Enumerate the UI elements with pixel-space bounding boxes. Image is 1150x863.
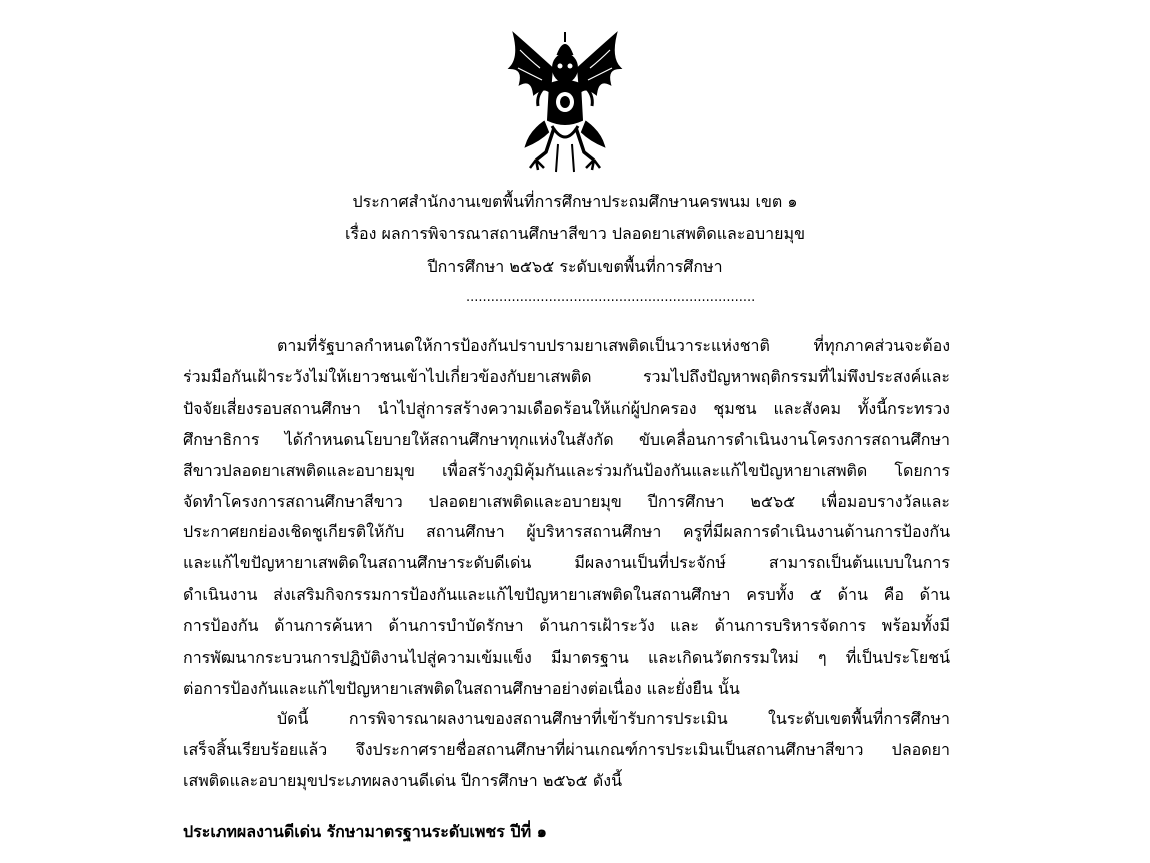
announcement-title: ประกาศสำนักงานเขตพื้นที่การศึกษาประถมศึกษานครพนม เขต ๑ [352, 192, 798, 211]
paragraph-line: ตามที่รัฐบาลกำหนดให้การป้องกันปราบปรามยาเสพติดเป็นวาระแห่งชาติ ที่ทุกภาคส่วนจะต้อง [277, 336, 950, 355]
paragraph-line: เสร็จสิ้นเรียบร้อยแล้ว จึงประกาศรายชื่อสถานศึกษาที่ผ่านเกณฑ์การประเมินเป็นสถานศึกษาสีขาว ปลอดยา [183, 740, 950, 759]
paragraph-line: ปัจจัยเสี่ยงรอบสถานศึกษา นำไปสู่การสร้างความเดือดร้อนให้แก่ผู้ปกครอง ชุมชน และสังคม ทั้งนี้กระทรวง [183, 399, 950, 418]
paragraph-line: และแก้ไขปัญหายาเสพติดในสถานศึกษาระดับดีเด่น มีผลงานเป็นที่ประจักษ์ สามารถเป็นต้นแบบในการ [183, 553, 950, 572]
paragraph-line: ประกาศยกย่องเชิดชูเกียรติให้กับ สถานศึกษา ผู้บริหารสถานศึกษา ครูที่มีผลการดำเนินงานด้านการป้องกัน [183, 522, 950, 541]
paragraph-line: บัดนี้ การพิจารณาผลงานของสถานศึกษาที่เข้ารับการประเมิน ในระดับเขตพื้นที่การศึกษา [277, 709, 950, 728]
paragraph-line: สีขาวปลอดยาเสพติดและอบายมุข เพื่อสร้างภูมิคุ้มกันและร่วมกันป้องกันและแก้ไขปัญหายาเสพติด โดยการ [183, 461, 950, 480]
paragraph-line: การป้องกัน ด้านการค้นหา ด้านการบำบัดรักษา ด้านการเฝ้าระวัง และ ด้านการบริหารจัดการ พร้อมทั้งมี [183, 616, 950, 635]
paragraph-line: เสพติดและอบายมุขประเภทผลงานดีเด่น ปีการศึกษา ๒๕๖๕ ดังนี้ [183, 771, 623, 790]
title-separator: ...................................................................... [466, 290, 756, 305]
section-heading: ประเภทผลงานดีเด่น รักษามาตรฐานระดับเพชร ปีที่ ๑ [183, 822, 547, 841]
paragraph-line: ศึกษาธิการ ได้กำหนดนโยบายให้สถานศึกษาทุกแห่งในสังกัด ขับเคลื่อนการดำเนินงานโครงการสถานศึกษา [183, 430, 950, 449]
garuda-emblem-icon [500, 28, 630, 178]
paragraph-line: จัดทำโครงการสถานศึกษาสีขาว ปลอดยาเสพติดและอบายมุข ปีการศึกษา ๒๕๖๕ เพื่อมอบรางวัลและ [183, 492, 950, 511]
announcement-subject: เรื่อง ผลการพิจารณาสถานศึกษาสีขาว ปลอดยาเสพติดและอบายมุข [344, 224, 806, 243]
paragraph-line: ร่วมมือกันเฝ้าระวังไม่ให้เยาวชนเข้าไปเกี่ยวข้องกับยาเสพติด รวมไปถึงปัญหาพฤติกรรมที่ไม่พึงประสงค์และ [183, 367, 950, 386]
paragraph-line: การพัฒนากระบวนการปฏิบัติงานไปสู่ความเข้มแข็ง มีมาตรฐาน และเกิดนวัตกรรมใหม่ ๆ ที่เป็นประโยชน์ [183, 648, 950, 667]
announcement-year: ปีการศึกษา ๒๕๖๕ ระดับเขตพื้นที่การศึกษา [427, 257, 723, 276]
paragraph-line: ต่อการป้องกันและแก้ไขปัญหายาเสพติดในสถานศึกษาอย่างต่อเนื่อง และยั่งยืน นั้น [183, 679, 740, 698]
paragraph-line: ดำเนินงาน ส่งเสริมกิจกรรมการป้องกันและแก้ไขปัญหายาเสพติดในสถานศึกษา ครบทั้ง ๕ ด้าน คือ ด้าน [183, 585, 950, 604]
